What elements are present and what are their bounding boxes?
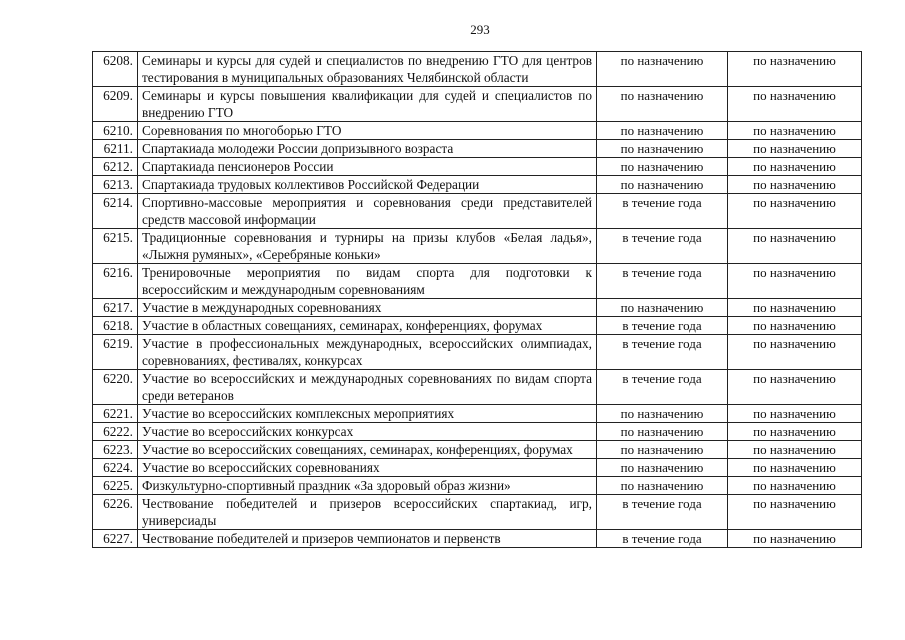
table-row <box>93 370 862 405</box>
event-name: Участие во всероссийских совещаниях, семинарах, конференциях, форумах <box>138 441 597 459</box>
event-term: по назначению <box>597 176 728 194</box>
events-table <box>92 51 862 548</box>
table-row <box>93 158 862 176</box>
row-number: 6226. <box>93 495 138 530</box>
event-term: по назначению <box>597 140 728 158</box>
event-term: в течение года <box>597 495 728 530</box>
event-responsible: по назначению <box>728 299 862 317</box>
event-responsible: по назначению <box>728 140 862 158</box>
table-body <box>93 52 862 548</box>
table-row <box>93 317 862 335</box>
event-term: в течение года <box>597 317 728 335</box>
event-responsible: по назначению <box>728 405 862 423</box>
event-responsible: по назначению <box>728 52 862 87</box>
table-row <box>93 122 862 140</box>
event-term: в течение года <box>597 229 728 264</box>
table-row <box>93 194 862 229</box>
table-row <box>93 423 862 441</box>
event-responsible: по назначению <box>728 459 862 477</box>
event-name: Семинары и курсы для судей и специалистов по внедрению ГТО для центров тестирования в муниципальных образованиях Челябинской области <box>138 52 597 87</box>
event-responsible: по назначению <box>728 194 862 229</box>
event-name: Чествование победителей и призеров чемпионатов и первенств <box>138 530 597 548</box>
table-row <box>93 264 862 299</box>
row-number: 6225. <box>93 477 138 495</box>
table-row <box>93 299 862 317</box>
event-term: по назначению <box>597 459 728 477</box>
row-number: 6227. <box>93 530 138 548</box>
row-number: 6209. <box>93 87 138 122</box>
event-term: по назначению <box>597 122 728 140</box>
row-number: 6219. <box>93 335 138 370</box>
event-name: Спортивно-массовые мероприятия и соревнования среди представителей средств массовой информации <box>138 194 597 229</box>
event-term: в течение года <box>597 194 728 229</box>
table-row <box>93 477 862 495</box>
event-responsible: по назначению <box>728 495 862 530</box>
row-number: 6220. <box>93 370 138 405</box>
event-responsible: по назначению <box>728 335 862 370</box>
event-responsible: по назначению <box>728 158 862 176</box>
event-name: Спартакиада трудовых коллективов Российской Федерации <box>138 176 597 194</box>
row-number: 6222. <box>93 423 138 441</box>
row-number: 6213. <box>93 176 138 194</box>
event-name: Чествование победителей и призеров всероссийских спартакиад, игр, универсиады <box>138 495 597 530</box>
table-row <box>93 441 862 459</box>
event-term: по назначению <box>597 52 728 87</box>
event-term: по назначению <box>597 477 728 495</box>
event-term: по назначению <box>597 441 728 459</box>
event-name: Традиционные соревнования и турниры на призы клубов «Белая ладья», «Лыжня румяных», «Серебряные коньки» <box>138 229 597 264</box>
event-name: Соревнования по многоборью ГТО <box>138 122 597 140</box>
event-name: Участие во всероссийских комплексных мероприятиях <box>138 405 597 423</box>
event-term: в течение года <box>597 335 728 370</box>
event-responsible: по назначению <box>728 477 862 495</box>
event-name: Участие во всероссийских конкурсах <box>138 423 597 441</box>
event-name: Участие в профессиональных международных, всероссийских олимпиадах, соревнованиях, фестивалях, конкурсах <box>138 335 597 370</box>
event-term: по назначению <box>597 158 728 176</box>
event-term: по назначению <box>597 87 728 122</box>
event-name: Участие в областных совещаниях, семинарах, конференциях, форумах <box>138 317 597 335</box>
row-number: 6218. <box>93 317 138 335</box>
row-number: 6224. <box>93 459 138 477</box>
event-name: Тренировочные мероприятия по видам спорта для подготовки к всероссийским и международным соревнованиям <box>138 264 597 299</box>
table-row <box>93 335 862 370</box>
table-row <box>93 87 862 122</box>
table-row <box>93 495 862 530</box>
row-number: 6212. <box>93 158 138 176</box>
event-responsible: по назначению <box>728 122 862 140</box>
row-number: 6215. <box>93 229 138 264</box>
event-name: Участие во всероссийских и международных соревнованиях по видам спорта среди ветеранов <box>138 370 597 405</box>
row-number: 6221. <box>93 405 138 423</box>
event-responsible: по назначению <box>728 317 862 335</box>
row-number: 6223. <box>93 441 138 459</box>
row-number: 6208. <box>93 52 138 87</box>
event-responsible: по назначению <box>728 441 862 459</box>
event-name: Участие в международных соревнованиях <box>138 299 597 317</box>
page-number: 293 <box>470 22 490 37</box>
event-term: в течение года <box>597 530 728 548</box>
table-row <box>93 176 862 194</box>
event-term: в течение года <box>597 264 728 299</box>
row-number: 6210. <box>93 122 138 140</box>
event-name: Спартакиада пенсионеров России <box>138 158 597 176</box>
event-name: Физкультурно-спортивный праздник «За здоровый образ жизни» <box>138 477 597 495</box>
event-responsible: по назначению <box>728 176 862 194</box>
table-row <box>93 459 862 477</box>
event-term: по назначению <box>597 299 728 317</box>
event-term: по назначению <box>597 423 728 441</box>
event-term: в течение года <box>597 370 728 405</box>
event-responsible: по назначению <box>728 229 862 264</box>
event-term: по назначению <box>597 405 728 423</box>
event-name: Спартакиада молодежи России допризывного возраста <box>138 140 597 158</box>
event-responsible: по назначению <box>728 264 862 299</box>
table-row <box>93 530 862 548</box>
event-name: Участие во всероссийских соревнованиях <box>138 459 597 477</box>
row-number: 6216. <box>93 264 138 299</box>
event-name: Семинары и курсы повышения квалификации для судей и специалистов по внедрению ГТО <box>138 87 597 122</box>
event-responsible: по назначению <box>728 87 862 122</box>
table-row <box>93 405 862 423</box>
table-row <box>93 52 862 87</box>
row-number: 6214. <box>93 194 138 229</box>
row-number: 6217. <box>93 299 138 317</box>
table-row <box>93 140 862 158</box>
event-responsible: по назначению <box>728 370 862 405</box>
row-number: 6211. <box>93 140 138 158</box>
table-row <box>93 229 862 264</box>
event-responsible: по назначению <box>728 530 862 548</box>
event-responsible: по назначению <box>728 423 862 441</box>
